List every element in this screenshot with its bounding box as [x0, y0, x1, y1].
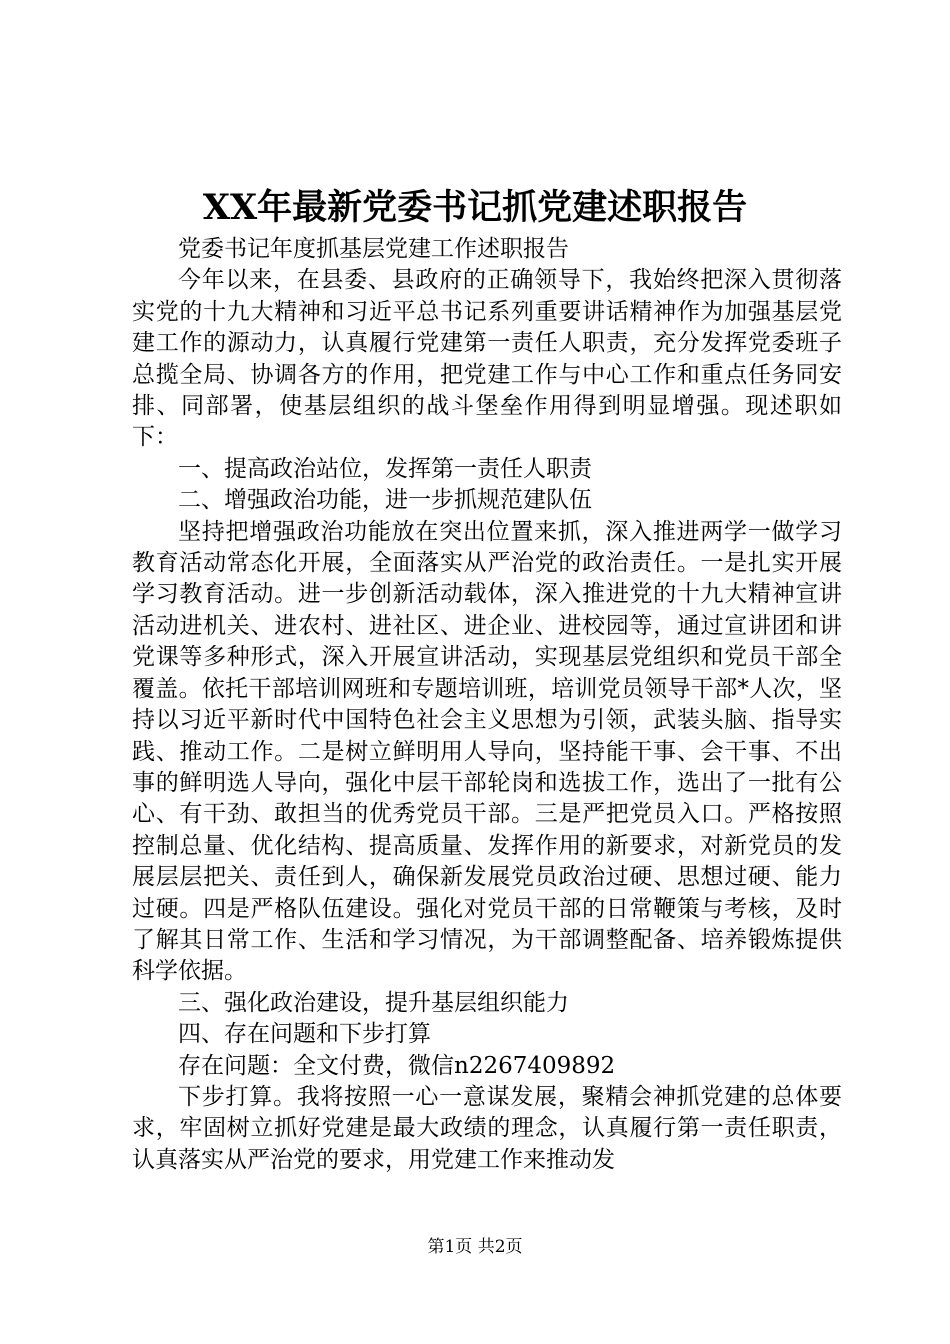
paragraph-intro: 今年以来，在县委、县政府的正确领导下，我始终把深入贯彻落实党的十九大精神和习近平总书记系列重要讲话精神作为加强基层党建工作的源动力，认真履行党建第一责任人职责，充分发挥党委班子总揽全局、协调各方的作用，把党建工作与中心工作和重点任务同安排、同部署，使基层组织的战斗堡垒作用得到明显增强。现述职如下： — [132, 267, 842, 451]
section-heading-3: 三、强化政治建设，提升基层组织能力 — [178, 989, 569, 1016]
paragraph-subtitle: 党委书记年度抓基层党建工作述职报告 — [178, 236, 569, 262]
paragraph-section-2-body: 坚持把增强政治功能放在突出位置来抓，深入推进两学一做学习教育活动常态化开展，全面落实从严治党的政治责任。一是扎实开展学习教育活动。进一步创新活动载体，深入推进党的十九大精神宣讲活动进机关、进农村、进社区、进企业、进校园等，通过宣讲团和讲党课等多种形式，深入开展宣讲活动，实现基层党组织和党员干部全覆盖。依托干部培训网班和专题培训班，培训党员领导干部*人次，坚持以习近平新时代中国特色社会主义思想为引领，武装头脑、指导实践、推动工作。二是树立鲜明用人导向，坚持能干事、会干事、不出事的鲜明选人导向，强化中层干部轮岗和选拔工作，选出了一批有公心、有干劲、敢担当的优秀党员干部。三是严把党员入口。严格按照控制总量、优化结构、提高质量、发挥作用的新要求，对新党员的发展层层把关、责任到人，确保新发展党员政治过硬、思想过硬、能力过硬。四是严格队伍建设。强化对党员干部的日常鞭策与考核，及时了解其日常工作、生活和学习情况，为干部调整配备、培养锻炼提供科学依据。 — [132, 518, 842, 985]
document-body — [132, 234, 842, 1176]
paragraph-problems: 存在问题：全文付费，微信n2267409892 — [178, 1052, 616, 1079]
section-heading-1: 一、提高政治站位，发挥第一责任人职责 — [178, 455, 592, 482]
page-footer: 第1页 共2页 — [427, 1237, 523, 1257]
paragraph-next-steps: 下步打算。我将按照一心一意谋发展，聚精会神抓党建的总体要求，牢固树立抓好党建是最大政绩的理念，认真履行第一责任职责，认真落实从严治党的要求，用党建工作来推动发 — [132, 1083, 842, 1173]
document-title: XX年最新党委书记抓党建述职报告 — [202, 187, 748, 228]
section-heading-4: 四、存在问题和下步打算 — [178, 1021, 431, 1048]
section-heading-2: 二、增强政治功能，进一步抓规范建队伍 — [178, 487, 592, 514]
